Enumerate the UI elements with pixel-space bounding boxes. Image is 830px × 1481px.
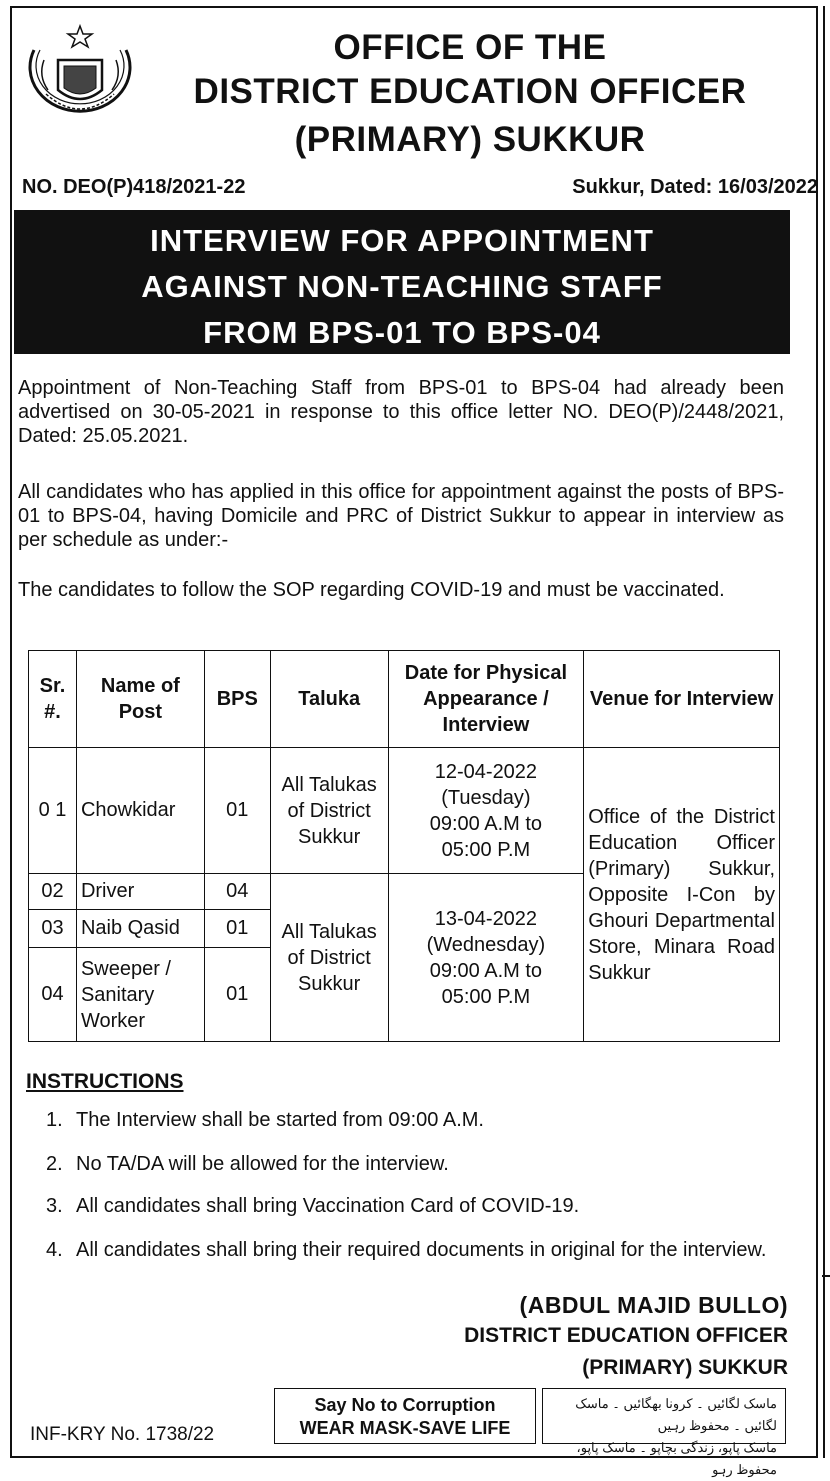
instruction-text: The Interview shall be started from 09:00 A.M. (76, 1109, 484, 1131)
interview-time-to: 05:00 P.M (441, 985, 531, 1008)
inf-number: INF-KRY No. 1738/22 (30, 1424, 215, 1445)
instruction-item (46, 1194, 784, 1218)
interview-schedule-table (28, 650, 780, 1042)
interview-date: 12-04-2022 (434, 760, 538, 783)
row-date-cell (388, 874, 584, 1042)
slogan-mask: WEAR MASK-SAVE LIFE (299, 1418, 511, 1438)
interview-time-to: 05:00 P.M (441, 838, 531, 861)
row-post: Naib Qasid (76, 910, 204, 948)
header-taluka: Taluka (270, 651, 388, 748)
slogan-box (274, 1388, 536, 1444)
row-taluka: All Talukas of District Sukkur (270, 748, 388, 874)
instruction-item (46, 1108, 784, 1132)
row-sr: 0 1 (29, 748, 77, 874)
instruction-text: All candidates shall bring Vaccination Card of COVID-19. (76, 1195, 580, 1217)
banner-line-3: FROM BPS-01 TO BPS-04 (203, 315, 601, 350)
header-date: Date for Physical Appearance / Interview (388, 651, 584, 748)
interview-date: 13-04-2022 (434, 907, 538, 930)
banner-line-1: INTERVIEW FOR APPOINTMENT (150, 223, 654, 258)
interview-time-from: 09:00 A.M to (429, 812, 543, 835)
header-bps: BPS (204, 651, 270, 748)
row-sr: 03 (29, 910, 77, 948)
instruction-item (46, 1152, 784, 1176)
row-post: Chowkidar (76, 748, 204, 874)
office-title-line-2: DISTRICT EDUCATION OFFICER (193, 72, 747, 111)
urdu-slogan-line-2: ماسک پاپو، زندگی بچاپو ۔ ماسک پاپو، محفوظ رہو (576, 1440, 777, 1477)
reference-number: NO. DEO(P)418/2021-22 (22, 176, 246, 198)
office-title-line-1: OFFICE OF THE (333, 28, 607, 67)
row-bps: 04 (204, 874, 270, 910)
header-sr: Sr. #. (29, 651, 77, 748)
page-edge-mark (822, 1275, 830, 1277)
row-taluka: All Talukas of District Sukkur (270, 874, 388, 1042)
interview-day: (Tuesday) (441, 786, 531, 809)
office-title-line-3: (PRIMARY) SUKKUR (294, 120, 646, 159)
row-sr: 04 (29, 948, 77, 1042)
instruction-text: No TA/DA will be allowed for the interview. (76, 1153, 449, 1175)
urdu-slogan-line-1: ماسک لگائیں ۔ کرونا بھگائیں ۔ ماسک لگائیں ۔ محفوظ رہیں (575, 1396, 777, 1433)
banner-line-2: AGAINST NON-TEACHING STAFF (141, 269, 663, 304)
instruction-item (46, 1238, 784, 1262)
notice-banner (14, 210, 790, 354)
table-header-row (29, 651, 780, 748)
instruction-text: All candidates shall bring their required documents in original for the interview. (76, 1239, 767, 1261)
row-date-cell (388, 748, 584, 874)
venue-cell: Office of the District Education Officer (Primary) Sukkur, Opposite I-Con by Ghouri Departmental Store, Minara Road Sukkur (584, 748, 780, 1042)
page-edge-line (823, 6, 825, 1458)
instruction-number: 1. (46, 1109, 63, 1131)
header-post: Name of Post (76, 651, 204, 748)
table-row (29, 748, 780, 874)
row-bps: 01 (204, 748, 270, 874)
government-of-sindh-emblem-icon (18, 20, 142, 130)
header-venue: Venue for Interview (584, 651, 780, 748)
instruction-number: 3. (46, 1195, 63, 1217)
urdu-slogan-box (542, 1388, 786, 1477)
paragraph-advertisement: Appointment of Non-Teaching Staff from BPS-01 to BPS-04 had already been advertised on 30-05-2021 in response to this office letter NO. DEO(P)/2448/2021, Dated: 25.05.2021. (18, 377, 784, 447)
row-bps: 01 (204, 948, 270, 1042)
interview-day: (Wednesday) (426, 933, 546, 956)
paragraph-sop: The candidates to follow the SOP regarding COVID-19 and must be vaccinated. (18, 579, 725, 601)
instructions-heading: INSTRUCTIONS (26, 1070, 184, 1093)
row-post: Driver (76, 874, 204, 910)
notice-date: Sukkur, Dated: 16/03/2022 (572, 176, 818, 198)
interview-time-from: 09:00 A.M to (429, 959, 543, 982)
row-post: Sweeper / Sanitary Worker (76, 948, 204, 1042)
signatory-title-1: DISTRICT EDUCATION OFFICER (464, 1324, 788, 1347)
instruction-number: 2. (46, 1153, 63, 1175)
row-bps: 01 (204, 910, 270, 948)
signatory-name: (ABDUL MAJID BULLO) (519, 1292, 788, 1318)
paragraph-candidates: All candidates who has applied in this office for appointment against the posts of BPS-01 to BPS-04, having Domicile and PRC of District Sukkur to appear in interview as per schedule as under:- (18, 481, 784, 551)
signatory-title-2: (PRIMARY) SUKKUR (582, 1356, 788, 1379)
instruction-number: 4. (46, 1239, 63, 1261)
slogan-corruption: Say No to Corruption (314, 1395, 496, 1415)
row-sr: 02 (29, 874, 77, 910)
